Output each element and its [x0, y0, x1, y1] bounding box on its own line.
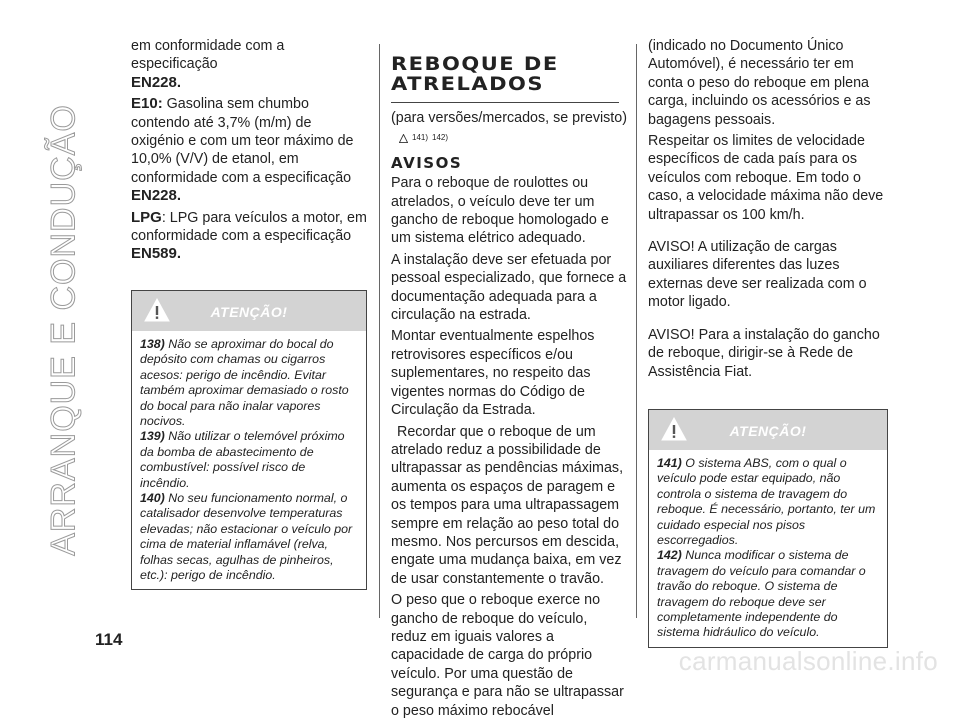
reference-number: 141): [412, 133, 429, 143]
avisos-heading: AVISOS: [391, 153, 463, 172]
page-number: 114: [95, 630, 123, 649]
column-1: [131, 37, 367, 590]
reference-number: 142): [432, 133, 449, 143]
warning-item: 139) Não utilizar o telemóvel próximo da bomba de abastecimento de combustível: possível risco de incêndio.: [140, 429, 345, 490]
paragraph: Para o reboque de roulottes ou atrelados, o veículo deve ter um gancho de reboque homologado e um sistema elétrico adequado.: [391, 175, 609, 247]
warning-body: [132, 331, 366, 590]
warning-box: [131, 290, 367, 591]
warning-references: [399, 129, 627, 147]
paragraph: Montar eventualmente espelhos retrovisores específicos e/ou suplementares, no respeito das vigentes normas do Código de Circulação da Estrada.: [391, 328, 595, 419]
section-subtitle: (para versões/mercados, se previsto): [391, 110, 627, 126]
spec-code: EN228.: [131, 187, 182, 205]
paragraph: O peso que o reboque exerce no gancho de reboque do veículo, reduz em iguais valores a capacidade de carga do próprio veículo. Por uma questão de segurança e para não se ultrapassar o peso máximo rebocável: [391, 592, 624, 719]
warning-header: [132, 291, 366, 331]
fuel-key: E10:: [131, 95, 163, 113]
spec-code: EN228.: [131, 73, 182, 91]
spec-code: EN589.: [131, 245, 182, 263]
paragraph: Recordar que o reboque de um atrelado reduz a possibilidade de ultrapassar as pendências máximas, aumenta os espaços de paragem e os tempos para uma ultrapassagem sempre em relação ao peso total do mesmo. Nos percursos em descida, engate uma mudança baixa, em vez de usar constantemente o travão.: [391, 423, 624, 587]
column-divider-right: [636, 44, 637, 618]
column-2: [391, 54, 627, 720]
warning-title: ATENÇÃO!: [210, 303, 288, 320]
warning-box: [648, 409, 888, 648]
notice-paragraph: AVISO! Para a instalação do gancho de reboque, dirigir-se à Rede de Assistência Fiat.: [648, 326, 880, 380]
column-3: [648, 37, 888, 648]
warning-body: [649, 450, 887, 647]
paragraph: Respeitar os limites de velocidade específicos de cada país para os veículos com reboque. Em todo o caso, a velocidade máxima não deve ultrapassar os 100 km/h.: [648, 133, 884, 223]
paragraph: A instalação deve ser efetuada por pessoal especializado, que fornece a documentação adequada para a circulação na estrada.: [391, 251, 627, 324]
paragraph-e10: E10: Gasolina sem chumbo contendo até 3,7% (m/m) de oxigénio e com um teor máximo de 10,0% (V/V) de etanol, em conformidade com a especificação EN228.: [131, 95, 354, 205]
watermark: carmanualsonline.info: [678, 646, 938, 676]
warning-header: [649, 410, 887, 450]
warning-triangle-icon: [399, 134, 408, 143]
chapter-side-title: ARRANQUE E CONDUÇÃO: [44, 104, 83, 556]
notice-paragraph: AVISO! A utilização de cargas auxiliares diferentes das luzes externas deve ser realizada com o motor ligado.: [648, 239, 867, 311]
paragraph: (indicado no Documento Único Automóvel), é necessário ter em conta o peso do reboque em plena carga, incluindo os acessórios e as bagagens pessoais.: [648, 38, 871, 128]
paragraph-lpg: LPG: LPG para veículos a motor, em conformidade com a especificação EN589.: [131, 208, 367, 263]
fuel-key: LPG: [131, 208, 162, 226]
paragraph: em conformidade com a especificação EN228.: [131, 38, 285, 91]
section-title: REBOQUE DE ATRELADOS: [391, 53, 559, 95]
warning-item: 141) O sistema ABS, com o qual o veículo pode estar equipado, não controla o sistema de travagem do reboque. É necessário, portanto, ter um cuidado especial nos pisos escorregadios.: [657, 455, 876, 547]
warning-item: 142) Nunca modificar o sistema de travagem do veículo para comandar o travão do reboque. O sistema de travagem do reboque deve ser completamente independente do sistema hidráulico do veículo.: [657, 548, 866, 640]
warning-title: ATENÇÃO!: [729, 422, 807, 439]
warning-item: 138) Não se aproximar do bocal do depósito com chamas ou cigarros acesos: perigo de incêndio. Evitar também aproximar demasiado o rosto do bocal para não inalar vapores nocivos.: [140, 336, 349, 428]
warning-item: 140) No seu funcionamento normal, o catalisador desenvolve temperaturas elevadas; não estacionar o veículo por cima de material inflamável (relva, folhas secas, agulhas de pinheiros, etc.): perigo de incêndio.: [140, 490, 353, 582]
title-rule: [391, 102, 619, 103]
column-divider-left: [379, 44, 380, 618]
